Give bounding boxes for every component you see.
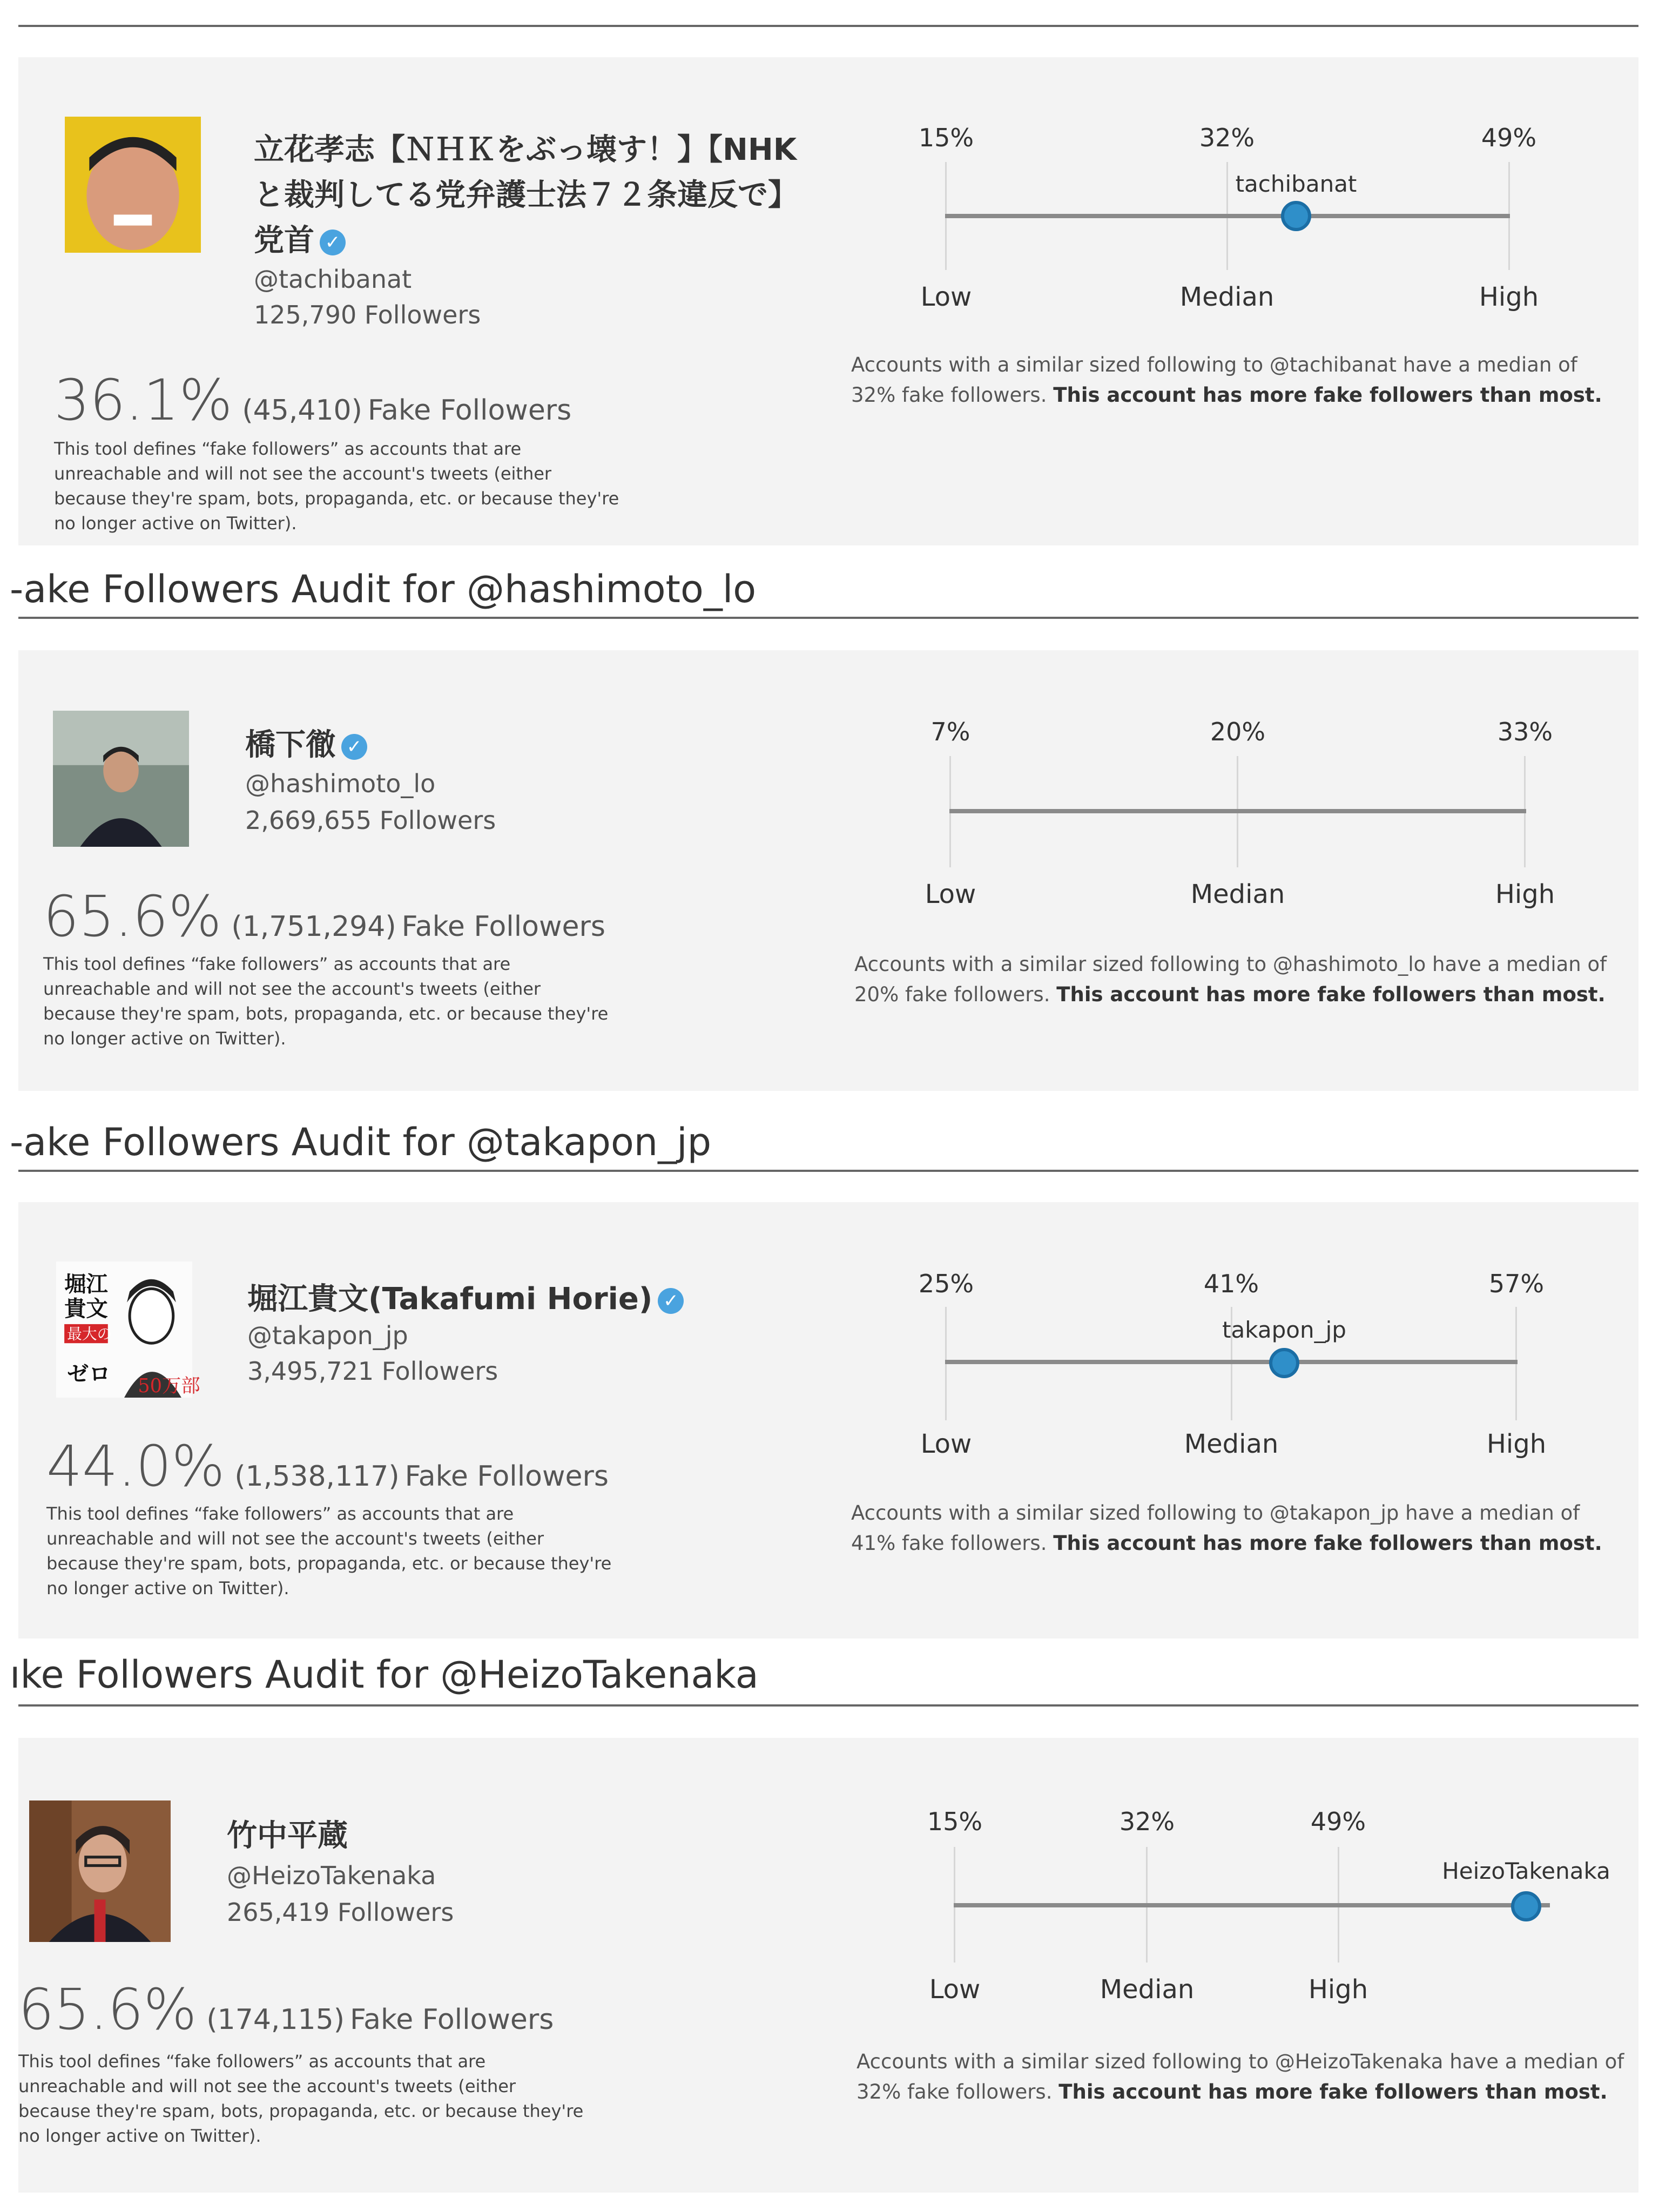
fake-followers-summary [54,367,571,433]
definition-text: This tool defines “fake followers” as accounts that are unreachable and will not see the account's tweets (either because they're spam, bots, propaganda, etc. or because they're no longer active on Twitter). [18,2051,584,2146]
handle: @tachibanat [254,265,412,294]
account-marker [1281,201,1311,231]
median-label: Median [1184,1429,1279,1459]
person-photo-icon [53,711,189,847]
svg-text:貴文: 貴文 [64,1296,108,1321]
median-percent: 20% [1210,717,1266,746]
follower-count: 125,790 Followers [254,300,481,329]
fake-percent: 65.6% [18,1977,197,2042]
fake-followers-summary [43,884,605,949]
avatar [53,711,189,847]
definition-text: This tool defines “fake followers” as accounts that are unreachable and will not see the account's tweets (either because they're spam, bots, propaganda, etc. or because they're no longer active on Twitter). [46,1503,612,1599]
definition-text: This tool defines “fake followers” as accounts that are unreachable and will not see the account's tweets (either because they're spam, bots, propaganda, etc. or because they're no longer active on Twitter). [54,439,619,534]
handle: @takapon_jp [247,1321,408,1350]
heading-divider [18,1170,1638,1172]
fake-count: (174,115) [206,2004,345,2036]
fake-count: (1,751,294) [231,911,396,943]
person-photo-icon [29,1800,171,1942]
low-label: Low [925,879,976,909]
median-percent: 32% [1119,1807,1175,1836]
high-percent: 33% [1497,717,1553,746]
high-percent: 49% [1310,1807,1366,1836]
person-photo-icon [65,117,201,253]
high-label: High [1495,879,1555,909]
verified-badge-icon: ✓ [341,734,367,760]
low-label: Low [920,1429,972,1459]
svg-text:堀江: 堀江 [64,1271,108,1297]
heading-divider [18,617,1638,619]
display-name: 堀江貴文(Takafumi Horie) ✓ [247,1277,841,1322]
book-cover-icon [56,1262,200,1398]
scale-bar [954,1903,1550,1907]
fake-count: (45,410) [242,394,362,427]
high-label: High [1308,1974,1368,2005]
fake-label: Fake Followers [404,1460,609,1493]
marker-label: takapon_jp [1222,1317,1346,1343]
fake-label: Fake Followers [367,394,572,427]
low-label: Low [929,1974,981,2005]
median-percent: 41% [1203,1269,1259,1298]
fake-percent: 65.6% [43,884,222,949]
high-percent: 57% [1488,1269,1545,1298]
avatar [29,1800,171,1942]
handle: @HeizoTakenaka [227,1861,436,1890]
scale-bar [945,1360,1518,1364]
follower-count: 2,669,655 Followers [245,806,496,835]
fake-label: Fake Followers [350,2004,554,2036]
verified-badge-icon: ✓ [658,1288,684,1314]
svg-text:ゼロ: ゼロ [67,1361,111,1387]
scale-bar [949,809,1526,813]
median-label: Median [1100,1974,1195,2005]
avatar [65,117,201,253]
high-label: High [1486,1429,1547,1459]
fake-percent: 36.1% [54,367,233,433]
fake-followers-summary [18,1977,554,2042]
svg-text:最大の: 最大の [67,1325,112,1343]
audit-heading-hashimoto: -ake Followers Audit for @hashimoto_lo [10,567,757,611]
marker-label: HeizoTakenaka [1442,1858,1610,1884]
marker-label: tachibanat [1235,171,1357,197]
account-marker [1511,1891,1541,1921]
median-label: Median [1190,879,1285,909]
display-name: 橋下徹 ✓ [245,723,818,768]
median-percent: 32% [1199,123,1255,152]
follower-count: 3,495,721 Followers [247,1357,498,1386]
definition-text: This tool defines “fake followers” as accounts that are unreachable and will not see the account's tweets (either because they're spam, bots, propaganda, etc. or because they're no longer active on Twitter). [43,954,609,1049]
low-percent: 15% [918,123,974,152]
median-summary: Accounts with a similar sized following to @takapon_jp have a median of 41% fake followers. This account has more fake followers than most. [851,1501,1602,1555]
follower-count: 265,419 Followers [227,1898,454,1927]
display-name: 竹中平蔵 [227,1818,348,1853]
high-label: High [1479,282,1539,312]
scale-bar [945,214,1510,218]
audit-heading-takapon: -ake Followers Audit for @takapon_jp [10,1120,712,1164]
low-percent: 7% [930,717,970,746]
display-name: 立花孝志【ＮＨＫをぶっ壊す！】【NHKと裁判してる党弁護士法７２条違反で】党首 ✓ [254,132,798,258]
avatar [56,1262,200,1398]
high-percent: 49% [1481,123,1537,152]
verified-badge-icon: ✓ [320,230,346,255]
fake-count: (1,538,117) [234,1460,400,1493]
low-percent: 25% [918,1269,974,1298]
fake-percent: 44.0% [46,1433,225,1499]
median-summary: Accounts with a similar sized following to @HeizoTakenaka have a median of 32% fake followers. This account has more fake followers than most. [857,2050,1624,2103]
handle: @hashimoto_lo [245,769,436,798]
low-percent: 15% [927,1807,983,1836]
fake-followers-summary [46,1433,609,1499]
top-divider [18,25,1638,27]
low-label: Low [920,282,972,312]
median-summary: Accounts with a similar sized following to @tachibanat have a median of 32% fake followers. This account has more fake followers than most. [851,353,1602,407]
audit-heading-heizotakenaka: ıke Followers Audit for @HeizoTakenaka [10,1653,759,1697]
median-summary: Accounts with a similar sized following to @hashimoto_lo have a median of 20% fake followers. This account has more fake followers than most. [854,953,1607,1006]
svg-text:50万部: 50万部 [138,1374,200,1397]
fake-label: Fake Followers [401,911,605,943]
heading-divider [18,1704,1638,1707]
account-marker [1269,1348,1299,1378]
median-label: Median [1179,282,1274,312]
